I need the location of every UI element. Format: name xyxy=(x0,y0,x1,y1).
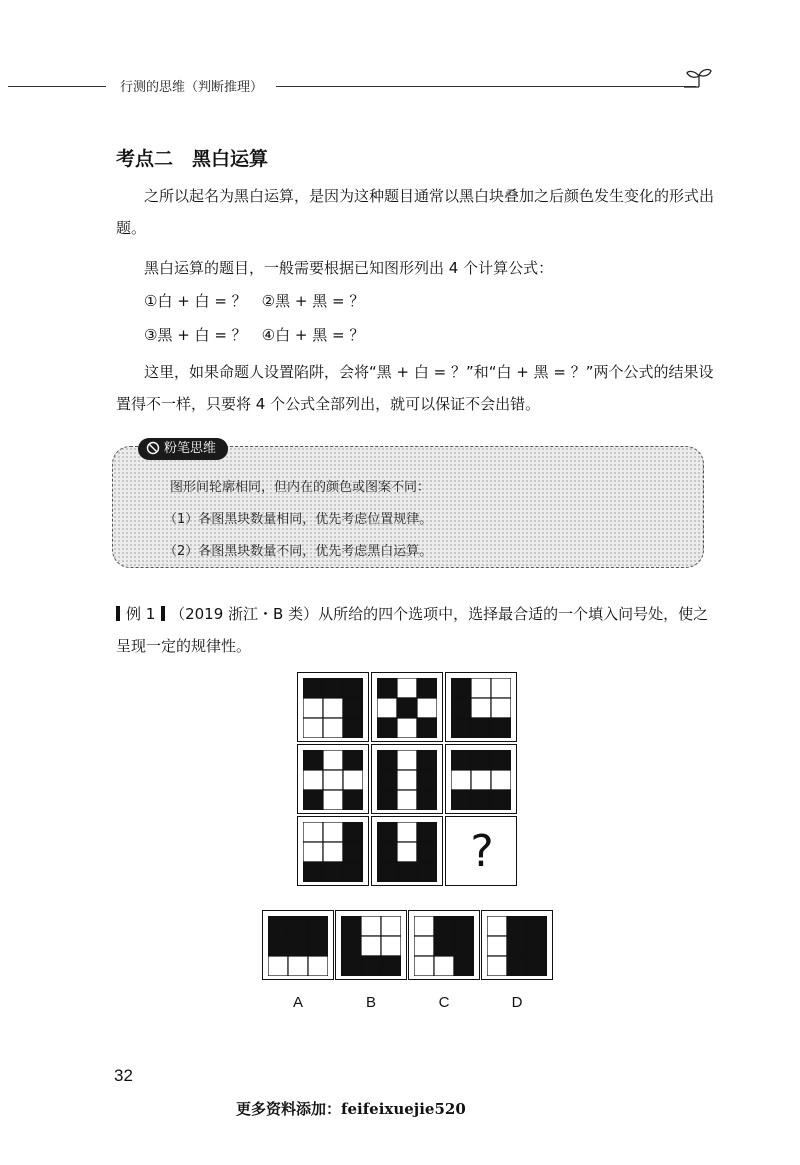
white-block xyxy=(434,956,454,976)
white-block xyxy=(471,698,491,718)
white-block xyxy=(397,790,417,810)
white-block xyxy=(471,678,491,698)
pattern-figure xyxy=(268,916,328,976)
black-block xyxy=(417,822,437,842)
black-block xyxy=(434,936,454,956)
black-block xyxy=(323,862,343,882)
white-block xyxy=(303,770,323,790)
example-label: 例 1 xyxy=(126,605,156,623)
white-block xyxy=(303,842,323,862)
black-block xyxy=(377,750,397,770)
black-block xyxy=(454,956,474,976)
option-label-d: D xyxy=(511,994,523,1011)
white-block xyxy=(417,698,437,718)
option-label-c: C xyxy=(438,994,450,1011)
header-title: 行测的思维（判断推理） xyxy=(120,80,264,95)
black-block xyxy=(471,790,491,810)
black-block xyxy=(417,770,437,790)
black-block xyxy=(451,790,471,810)
black-block xyxy=(471,718,491,738)
black-block xyxy=(377,770,397,790)
tip-line-1: 图形间轮廓相同，但内在的颜色或图案不同： xyxy=(170,480,431,495)
black-block xyxy=(343,790,363,810)
white-block xyxy=(414,936,434,956)
pattern-figure xyxy=(377,822,437,882)
footer-note: 更多资料添加：feifeixuejie520 xyxy=(236,1100,466,1118)
black-block xyxy=(454,916,474,936)
black-block xyxy=(341,956,361,976)
black-block xyxy=(451,678,471,698)
tip-tag xyxy=(138,438,228,460)
option-b[interactable] xyxy=(335,910,407,980)
formula-line-2: ③黑 + 白 = ？ ④白 + 黑 = ？ xyxy=(144,326,365,344)
pattern-figure xyxy=(414,916,474,976)
black-block xyxy=(527,916,547,936)
white-block xyxy=(471,770,491,790)
no-sign-icon xyxy=(146,441,160,455)
black-block xyxy=(527,936,547,956)
grid-cell-question xyxy=(445,816,517,886)
white-block xyxy=(323,842,343,862)
white-block xyxy=(361,916,381,936)
tip-line-2: （1）各图黑块数量相同，优先考虑位置规律。 xyxy=(164,512,433,527)
header-rule-left xyxy=(8,86,106,87)
white-block xyxy=(288,956,308,976)
pattern-figure xyxy=(303,822,363,882)
pattern-figure xyxy=(377,750,437,810)
black-block xyxy=(491,718,511,738)
paragraph-formulas-intro: 黑白运算的题目，一般需要根据已知图形列出 4 个计算公式： xyxy=(144,259,554,277)
black-block xyxy=(343,750,363,770)
white-block xyxy=(451,770,471,790)
white-block xyxy=(323,822,343,842)
paragraph-trap-note: 这里，如果命题人设置陷阱，会将“黑 + 白 = ？”和“白 + 黑 = ？”两个公式的结果设置得不一样，只要将 4 个公式全部列出，就可以保证不会出错。 xyxy=(116,363,714,413)
grid-cell-r1c3 xyxy=(445,672,517,742)
example-bar-right xyxy=(161,606,165,621)
black-block xyxy=(527,956,547,976)
white-block xyxy=(303,718,323,738)
white-block xyxy=(397,750,417,770)
black-block xyxy=(343,862,363,882)
black-block xyxy=(377,842,397,862)
black-block xyxy=(341,916,361,936)
tip-line-3: （2）各图黑块数量不同，优先考虑黑白运算。 xyxy=(164,544,433,559)
black-block xyxy=(343,822,363,842)
black-block xyxy=(308,936,328,956)
black-block xyxy=(417,842,437,862)
white-block xyxy=(414,916,434,936)
option-label-b: B xyxy=(365,994,376,1011)
example-text: （2019 浙江・B 类）从所给的四个选项中，选择最合适的一个填入问号处，使之呈现一定的规律性。 xyxy=(116,605,709,655)
black-block xyxy=(471,750,491,770)
black-block xyxy=(377,718,397,738)
black-block xyxy=(343,718,363,738)
white-block xyxy=(397,678,417,698)
formula-line-1: ①白 + 白 = ？ ②黑 + 黑 = ？ xyxy=(144,292,365,310)
header-rule-right xyxy=(276,86,696,87)
white-block xyxy=(303,822,323,842)
black-block xyxy=(303,678,323,698)
black-block xyxy=(308,916,328,936)
black-block xyxy=(451,698,471,718)
white-block xyxy=(491,698,511,718)
grid-cell-r1c1 xyxy=(297,672,369,742)
white-block xyxy=(308,956,328,976)
black-block xyxy=(417,678,437,698)
black-block xyxy=(361,956,381,976)
white-block xyxy=(491,770,511,790)
white-block xyxy=(268,956,288,976)
white-block xyxy=(414,956,434,976)
example-question xyxy=(116,598,716,662)
option-d[interactable] xyxy=(481,910,553,980)
black-block xyxy=(381,956,401,976)
black-block xyxy=(491,750,511,770)
black-block xyxy=(377,862,397,882)
white-block xyxy=(487,936,507,956)
option-c[interactable] xyxy=(408,910,480,980)
black-block xyxy=(417,718,437,738)
pattern-figure xyxy=(377,678,437,738)
black-block xyxy=(417,862,437,882)
black-block xyxy=(303,862,323,882)
pattern-figure xyxy=(303,750,363,810)
black-block xyxy=(507,916,527,936)
black-block xyxy=(507,936,527,956)
white-block xyxy=(377,698,397,718)
paragraph-intro: 之所以起名为黑白运算，是因为这种题目通常以黑白块叠加之后颜色发生变化的形式出题。 xyxy=(116,187,715,237)
black-block xyxy=(507,956,527,976)
black-block xyxy=(323,678,343,698)
grid-cell-r2c2 xyxy=(371,744,443,814)
white-block xyxy=(323,698,343,718)
white-block xyxy=(487,916,507,936)
page-number: 32 xyxy=(114,1066,133,1085)
white-block xyxy=(487,956,507,976)
grid-cell-r2c1 xyxy=(297,744,369,814)
black-block xyxy=(343,842,363,862)
white-block xyxy=(323,718,343,738)
black-block xyxy=(343,698,363,718)
black-block xyxy=(288,916,308,936)
white-block xyxy=(381,936,401,956)
pattern-figure xyxy=(303,678,363,738)
white-block xyxy=(361,936,381,956)
black-block xyxy=(451,750,471,770)
grid-cell-r3c2 xyxy=(371,816,443,886)
black-block xyxy=(417,790,437,810)
black-block xyxy=(397,698,417,718)
grid-cell-r3c1 xyxy=(297,816,369,886)
black-block xyxy=(434,916,454,936)
white-block xyxy=(397,822,417,842)
black-block xyxy=(377,678,397,698)
running-header xyxy=(8,70,708,98)
grid-cell-r2c3 xyxy=(445,744,517,814)
black-block xyxy=(268,916,288,936)
tip-tag-label: 粉笔思维 xyxy=(164,441,217,456)
black-block xyxy=(451,718,471,738)
question-mark: ? xyxy=(470,826,494,877)
white-block xyxy=(343,770,363,790)
black-block xyxy=(377,822,397,842)
grid-cell-r1c2 xyxy=(371,672,443,742)
section-title: 考点二 黑白运算 xyxy=(116,148,269,170)
white-block xyxy=(397,718,417,738)
black-block xyxy=(377,790,397,810)
white-block xyxy=(323,770,343,790)
black-block xyxy=(303,750,323,770)
sprout-icon xyxy=(684,66,714,88)
pattern-figure xyxy=(341,916,401,976)
black-block xyxy=(454,936,474,956)
white-block xyxy=(303,698,323,718)
white-block xyxy=(397,770,417,790)
pattern-figure xyxy=(451,678,511,738)
white-block xyxy=(381,916,401,936)
black-block xyxy=(343,678,363,698)
white-block xyxy=(323,790,343,810)
pattern-figure xyxy=(487,916,547,976)
option-a[interactable] xyxy=(262,910,334,980)
option-label-a: A xyxy=(292,994,303,1011)
black-block xyxy=(268,936,288,956)
example-bar-left xyxy=(116,606,120,621)
black-block xyxy=(288,936,308,956)
black-block xyxy=(303,790,323,810)
pattern-figure xyxy=(451,750,511,810)
black-block xyxy=(491,790,511,810)
black-block xyxy=(417,750,437,770)
white-block xyxy=(397,842,417,862)
black-block xyxy=(341,936,361,956)
white-block xyxy=(491,678,511,698)
white-block xyxy=(323,750,343,770)
black-block xyxy=(397,862,417,882)
